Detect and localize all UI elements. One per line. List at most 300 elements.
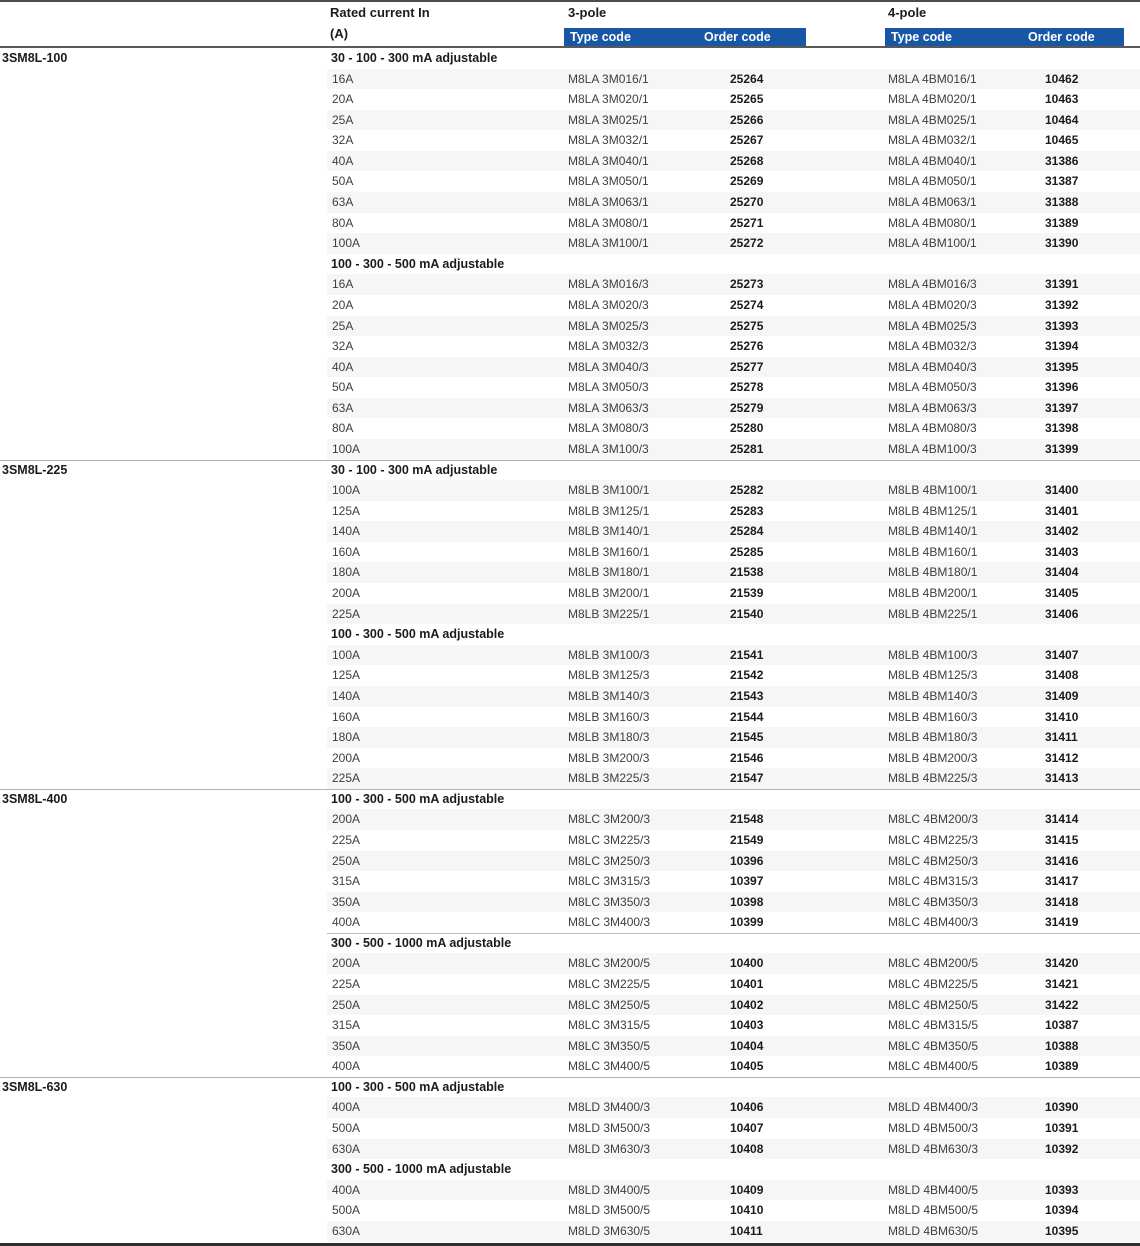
order-code-4pole-cell: 31413 — [1045, 771, 1079, 786]
table-row — [0, 1180, 1140, 1201]
rated-current-cell: 20A — [332, 92, 354, 107]
group-label: 3SM8L-100 — [2, 51, 68, 65]
type-code-3pole-cell: M8LD 3M630/5 — [568, 1223, 651, 1238]
type-code-3pole-cell: M8LC 3M350/5 — [568, 1038, 651, 1053]
table-row — [0, 604, 1140, 625]
type-code-4pole-cell: M8LB 4BM140/1 — [888, 524, 978, 539]
type-code-4pole-cell: M8LC 4BM400/3 — [888, 915, 979, 930]
rated-current-cell: 225A — [332, 771, 361, 786]
rated-current-cell: 500A — [332, 1121, 361, 1136]
type-code-3pole-cell: M8LA 3M100/1 — [568, 236, 649, 251]
order-code-3pole-cell: 25272 — [730, 236, 764, 251]
rated-current-cell: 50A — [332, 380, 354, 395]
table-row — [0, 583, 1140, 604]
order-code-3pole-cell: 25283 — [730, 503, 764, 518]
order-code-4pole-cell: 31396 — [1045, 380, 1079, 395]
order-code-4pole-cell: 10387 — [1045, 1018, 1079, 1033]
section-header-row — [0, 460, 1140, 481]
table-row — [0, 418, 1140, 439]
table-row — [0, 171, 1140, 192]
rated-current-cell: 400A — [332, 1182, 361, 1197]
order-code-4pole-cell: 31410 — [1045, 709, 1079, 724]
type-code-3pole-cell: M8LD 3M500/3 — [568, 1121, 651, 1136]
rated-current-cell: 20A — [332, 297, 354, 312]
rated-current-cell: 200A — [332, 812, 361, 827]
rated-current-cell: 315A — [332, 874, 361, 889]
rated-current-cell: 63A — [332, 400, 354, 415]
order-code-4pole-cell: 31388 — [1045, 195, 1079, 210]
type-code-3pole-cell: M8LB 3M140/3 — [568, 688, 650, 703]
order-code-3pole-cell: 10401 — [730, 977, 764, 992]
rated-current-cell: 125A — [332, 503, 361, 518]
type-code-3pole-cell: M8LC 3M250/5 — [568, 997, 651, 1012]
type-code-4pole-cell: M8LD 4BM630/3 — [888, 1141, 979, 1156]
rated-current-cell: 32A — [332, 339, 354, 354]
rated-current-cell: 100A — [332, 647, 361, 662]
group-divider — [0, 460, 1140, 461]
table-row — [0, 768, 1140, 789]
type-code-3pole-cell: M8LD 3M400/3 — [568, 1100, 651, 1115]
table-row — [0, 480, 1140, 501]
rated-current-cell: 140A — [332, 688, 361, 703]
type-code-3pole-cell: M8LC 3M250/3 — [568, 853, 651, 868]
table-row — [0, 1097, 1140, 1118]
order-code-3pole-cell: 21543 — [730, 688, 764, 703]
section-title: 100 - 300 - 500 mA adjustable — [331, 1079, 505, 1094]
table-row — [0, 357, 1140, 378]
rated-current-cell: 200A — [332, 750, 361, 765]
table-row — [0, 336, 1140, 357]
rated-current-cell: 630A — [332, 1141, 361, 1156]
type-code-3pole-cell: M8LA 3M063/3 — [568, 400, 649, 415]
order-code-4pole-cell: 31412 — [1045, 750, 1079, 765]
rated-current-cell: 16A — [332, 71, 354, 86]
type-code-4pole-cell: M8LA 4BM050/3 — [888, 380, 977, 395]
order-code-3pole-cell: 21549 — [730, 832, 764, 847]
order-code-4pole-cell: 31398 — [1045, 421, 1079, 436]
type-code-3pole-cell: M8LC 3M350/3 — [568, 894, 651, 909]
order-code-4pole-cell: 31391 — [1045, 277, 1079, 292]
order-code-4pole-cell: 31390 — [1045, 236, 1079, 251]
rated-current-cell: 160A — [332, 544, 361, 559]
order-code-3pole-cell: 25274 — [730, 297, 764, 312]
type-code-3pole-cell: M8LB 3M160/1 — [568, 544, 650, 559]
table-row — [0, 912, 1140, 933]
order-code-4pole-cell: 31416 — [1045, 853, 1079, 868]
type-code-4pole-cell: M8LA 4BM100/3 — [888, 441, 977, 456]
table-row — [0, 953, 1140, 974]
order-code-3pole-cell: 10411 — [730, 1223, 763, 1238]
order-code-3pole-cell: 25280 — [730, 421, 764, 436]
table-row — [0, 645, 1140, 666]
type-code-3pole-cell: M8LA 3M080/1 — [568, 215, 649, 230]
order-code-3pole-cell: 10407 — [730, 1121, 764, 1136]
order-code-header-3pole: Order code — [704, 30, 771, 44]
order-code-3pole-cell: 21544 — [730, 709, 764, 724]
table-row — [0, 110, 1140, 131]
type-code-3pole-cell: M8LA 3M025/3 — [568, 318, 649, 333]
rated-current-cell: 500A — [332, 1203, 361, 1218]
section-header-row — [0, 624, 1140, 645]
type-code-header-3pole: Type code — [570, 30, 631, 44]
order-code-4pole-cell: 10390 — [1045, 1100, 1079, 1115]
order-code-3pole-cell: 10409 — [730, 1182, 764, 1197]
type-code-3pole-cell: M8LC 3M225/3 — [568, 832, 651, 847]
type-code-3pole-cell: M8LA 3M050/3 — [568, 380, 649, 395]
table-row — [0, 130, 1140, 151]
type-code-3pole-cell: M8LC 3M400/5 — [568, 1059, 651, 1074]
section-header-row — [0, 1077, 1140, 1098]
order-code-4pole-cell: 10465 — [1045, 133, 1079, 148]
order-code-4pole-cell: 31392 — [1045, 297, 1079, 312]
type-code-3pole-cell: M8LC 3M315/3 — [568, 874, 651, 889]
type-code-3pole-cell: M8LD 3M500/5 — [568, 1203, 651, 1218]
table-row — [0, 69, 1140, 90]
type-code-3pole-cell: M8LB 3M200/3 — [568, 750, 650, 765]
table-row — [0, 89, 1140, 110]
order-code-3pole-cell: 25273 — [730, 277, 764, 292]
order-code-3pole-cell: 25267 — [730, 133, 764, 148]
section-header-row — [0, 789, 1140, 810]
order-code-4pole-cell: 31422 — [1045, 997, 1079, 1012]
type-code-header-4pole: Type code — [891, 30, 952, 44]
order-code-4pole-cell: 31408 — [1045, 668, 1079, 683]
type-code-4pole-cell: M8LD 4BM500/5 — [888, 1203, 979, 1218]
type-code-4pole-cell: M8LB 4BM180/3 — [888, 730, 978, 745]
rated-current-cell: 350A — [332, 894, 361, 909]
type-code-4pole-cell: M8LB 4BM140/3 — [888, 688, 978, 703]
order-code-4pole-cell: 31409 — [1045, 688, 1079, 703]
table-row — [0, 521, 1140, 542]
order-code-4pole-cell: 10392 — [1045, 1141, 1079, 1156]
type-code-4pole-cell: M8LB 4BM125/3 — [888, 668, 978, 683]
order-code-3pole-cell: 10399 — [730, 915, 764, 930]
order-code-3pole-cell: 25271 — [730, 215, 764, 230]
type-code-3pole-cell: M8LC 3M200/5 — [568, 956, 651, 971]
header-bar-3pole — [564, 28, 806, 46]
type-code-4pole-cell: M8LA 4BM063/1 — [888, 195, 977, 210]
rated-current-cell: 16A — [332, 277, 354, 292]
section-title: 30 - 100 - 300 mA adjustable — [331, 51, 498, 65]
order-code-4pole-cell: 10393 — [1045, 1182, 1079, 1197]
type-code-4pole-cell: M8LA 4BM032/1 — [888, 133, 977, 148]
order-code-4pole-cell: 10394 — [1045, 1203, 1079, 1218]
order-code-4pole-cell: 31405 — [1045, 586, 1079, 601]
type-code-3pole-cell: M8LA 3M040/3 — [568, 359, 649, 374]
type-code-3pole-cell: M8LA 3M016/1 — [568, 71, 649, 86]
rated-current-cell: 32A — [332, 133, 354, 148]
rated-current-cell: 50A — [332, 174, 354, 189]
type-code-3pole-cell: M8LB 3M180/3 — [568, 730, 650, 745]
type-code-4pole-cell: M8LA 4BM080/1 — [888, 215, 977, 230]
table-row — [0, 974, 1140, 995]
type-code-4pole-cell: M8LA 4BM063/3 — [888, 400, 977, 415]
order-code-3pole-cell: 25278 — [730, 380, 764, 395]
table-body — [0, 48, 1140, 1242]
rated-current-cell: 40A — [332, 359, 354, 374]
rated-current-cell: 25A — [332, 318, 354, 333]
order-code-3pole-cell: 21541 — [730, 647, 764, 662]
order-code-4pole-cell: 31418 — [1045, 894, 1079, 909]
type-code-4pole-cell: M8LB 4BM100/1 — [888, 483, 978, 498]
type-code-3pole-cell: M8LB 3M225/3 — [568, 771, 650, 786]
type-code-3pole-cell: M8LA 3M032/1 — [568, 133, 649, 148]
type-code-3pole-cell: M8LB 3M225/1 — [568, 606, 650, 621]
type-code-4pole-cell: M8LC 4BM315/3 — [888, 874, 979, 889]
type-code-4pole-cell: M8LC 4BM350/5 — [888, 1038, 979, 1053]
order-code-4pole-cell: 31389 — [1045, 215, 1079, 230]
order-code-3pole-cell: 25282 — [730, 483, 764, 498]
type-code-4pole-cell: M8LD 4BM400/3 — [888, 1100, 979, 1115]
order-code-3pole-cell: 21542 — [730, 668, 764, 683]
order-code-3pole-cell: 10404 — [730, 1038, 764, 1053]
order-code-3pole-cell: 10398 — [730, 894, 764, 909]
type-code-4pole-cell: M8LB 4BM225/3 — [888, 771, 978, 786]
column-header-rated-current: Rated current In — [330, 5, 430, 20]
rated-current-cell: 225A — [332, 977, 361, 992]
type-code-3pole-cell: M8LA 3M025/1 — [568, 112, 649, 127]
type-code-3pole-cell: M8LA 3M016/3 — [568, 277, 649, 292]
table-row — [0, 501, 1140, 522]
table-row — [0, 562, 1140, 583]
type-code-4pole-cell: M8LB 4BM180/1 — [888, 565, 978, 580]
rated-current-cell: 400A — [332, 1100, 361, 1115]
type-code-4pole-cell: M8LA 4BM016/3 — [888, 277, 977, 292]
table-row — [0, 871, 1140, 892]
order-code-3pole-cell: 25269 — [730, 174, 764, 189]
order-code-4pole-cell: 10388 — [1045, 1038, 1079, 1053]
type-code-4pole-cell: M8LB 4BM160/3 — [888, 709, 978, 724]
order-code-4pole-cell: 31407 — [1045, 647, 1079, 662]
section-header-row — [0, 254, 1140, 275]
rated-current-cell: 100A — [332, 483, 361, 498]
table-row — [0, 233, 1140, 254]
table-row — [0, 1200, 1140, 1221]
order-code-3pole-cell: 10405 — [730, 1059, 764, 1074]
type-code-4pole-cell: M8LA 4BM100/1 — [888, 236, 977, 251]
rated-current-cell: 400A — [332, 915, 361, 930]
order-code-4pole-cell: 10464 — [1045, 112, 1079, 127]
order-code-4pole-cell: 31399 — [1045, 441, 1079, 456]
rated-current-cell: 225A — [332, 832, 361, 847]
rated-current-cell: 630A — [332, 1223, 361, 1238]
order-code-3pole-cell: 21547 — [730, 771, 764, 786]
order-code-3pole-cell: 25264 — [730, 71, 764, 86]
top-rule — [0, 0, 1140, 2]
table-row — [0, 665, 1140, 686]
type-code-4pole-cell: M8LA 4BM040/1 — [888, 153, 977, 168]
type-code-4pole-cell: M8LB 4BM125/1 — [888, 503, 978, 518]
type-code-3pole-cell: M8LD 3M630/3 — [568, 1141, 651, 1156]
table-row — [0, 686, 1140, 707]
section-title: 300 - 500 - 1000 mA adjustable — [331, 1162, 512, 1177]
type-code-3pole-cell: M8LC 3M225/5 — [568, 977, 651, 992]
order-code-4pole-cell: 10462 — [1045, 71, 1079, 86]
table-row — [0, 398, 1140, 419]
type-code-3pole-cell: M8LA 3M020/1 — [568, 92, 649, 107]
order-code-3pole-cell: 10400 — [730, 956, 764, 971]
rated-current-cell: 180A — [332, 730, 361, 745]
group-label: 3SM8L-400 — [2, 791, 68, 806]
order-code-3pole-cell: 10410 — [730, 1203, 764, 1218]
type-code-3pole-cell: M8LD 3M400/5 — [568, 1182, 651, 1197]
order-code-3pole-cell: 25285 — [730, 544, 764, 559]
table-row — [0, 151, 1140, 172]
type-code-4pole-cell: M8LC 4BM250/5 — [888, 997, 979, 1012]
order-code-4pole-cell: 31406 — [1045, 606, 1079, 621]
order-code-4pole-cell: 31401 — [1045, 503, 1079, 518]
type-code-4pole-cell: M8LC 4BM200/3 — [888, 812, 979, 827]
order-code-3pole-cell: 21548 — [730, 812, 764, 827]
rated-current-cell: 160A — [332, 709, 361, 724]
type-code-4pole-cell: M8LA 4BM025/3 — [888, 318, 977, 333]
column-group-header-4pole: 4-pole — [888, 5, 927, 20]
order-code-4pole-cell: 31394 — [1045, 339, 1079, 354]
rated-current-cell: 250A — [332, 997, 361, 1012]
order-code-4pole-cell: 31420 — [1045, 956, 1079, 971]
type-code-4pole-cell: M8LA 4BM020/3 — [888, 297, 977, 312]
type-code-3pole-cell: M8LA 3M063/1 — [568, 195, 649, 210]
rated-current-cell: 350A — [332, 1038, 361, 1053]
order-code-4pole-cell: 31387 — [1045, 174, 1079, 189]
rated-current-cell: 180A — [332, 565, 361, 580]
rated-current-cell: 225A — [332, 606, 361, 621]
order-code-3pole-cell: 25266 — [730, 112, 764, 127]
order-code-4pole-cell: 31403 — [1045, 544, 1079, 559]
table-row — [0, 1056, 1140, 1077]
section-title: 100 - 300 - 500 mA adjustable — [331, 791, 505, 806]
table-row — [0, 1015, 1140, 1036]
type-code-4pole-cell: M8LA 4BM032/3 — [888, 339, 977, 354]
table-row — [0, 830, 1140, 851]
type-code-4pole-cell: M8LA 4BM050/1 — [888, 174, 977, 189]
order-code-3pole-cell: 21539 — [730, 586, 764, 601]
type-code-4pole-cell: M8LD 4BM630/5 — [888, 1223, 979, 1238]
rated-current-cell: 200A — [332, 956, 361, 971]
section-header-row — [0, 1159, 1140, 1180]
type-code-3pole-cell: M8LA 3M040/1 — [568, 153, 649, 168]
order-code-3pole-cell: 25281 — [730, 441, 764, 456]
order-code-4pole-cell: 31411 — [1045, 730, 1078, 745]
order-code-3pole-cell: 10397 — [730, 874, 764, 889]
table-row — [0, 542, 1140, 563]
order-code-4pole-cell: 31414 — [1045, 812, 1079, 827]
order-code-3pole-cell: 25276 — [730, 339, 764, 354]
table-row — [0, 1118, 1140, 1139]
order-code-3pole-cell: 10396 — [730, 853, 764, 868]
order-code-4pole-cell: 31404 — [1045, 565, 1079, 580]
order-code-3pole-cell: 25268 — [730, 153, 764, 168]
type-code-4pole-cell: M8LC 4BM315/5 — [888, 1018, 979, 1033]
table-row — [0, 748, 1140, 769]
type-code-3pole-cell: M8LB 3M160/3 — [568, 709, 650, 724]
order-code-4pole-cell: 31419 — [1045, 915, 1079, 930]
type-code-4pole-cell: M8LB 4BM160/1 — [888, 544, 978, 559]
type-code-3pole-cell: M8LB 3M180/1 — [568, 565, 650, 580]
rated-current-cell: 140A — [332, 524, 361, 539]
type-code-4pole-cell: M8LB 4BM225/1 — [888, 606, 978, 621]
order-code-3pole-cell: 25277 — [730, 359, 764, 374]
type-code-4pole-cell: M8LA 4BM016/1 — [888, 71, 977, 86]
order-code-3pole-cell: 25284 — [730, 524, 764, 539]
table-row — [0, 439, 1140, 460]
order-code-4pole-cell: 31393 — [1045, 318, 1079, 333]
order-code-3pole-cell: 25279 — [730, 400, 764, 415]
order-code-3pole-cell: 25270 — [730, 195, 764, 210]
order-code-4pole-cell: 31402 — [1045, 524, 1079, 539]
section-title: 300 - 500 - 1000 mA adjustable — [331, 935, 512, 950]
section-header-row — [0, 48, 1140, 69]
table-row — [0, 851, 1140, 872]
rated-current-cell: 63A — [332, 195, 354, 210]
order-code-4pole-cell: 31421 — [1045, 977, 1079, 992]
type-code-3pole-cell: M8LA 3M020/3 — [568, 297, 649, 312]
order-code-3pole-cell: 21546 — [730, 750, 764, 765]
group-label: 3SM8L-225 — [2, 462, 68, 477]
type-code-4pole-cell: M8LD 4BM500/3 — [888, 1121, 979, 1136]
rated-current-cell: 40A — [332, 153, 354, 168]
column-header-rated-current-unit: (A) — [330, 26, 349, 41]
type-code-4pole-cell: M8LA 4BM040/3 — [888, 359, 977, 374]
section-header-row — [0, 933, 1140, 954]
table-row — [0, 377, 1140, 398]
rated-current-cell: 80A — [332, 421, 354, 436]
section-title: 30 - 100 - 300 mA adjustable — [331, 462, 498, 477]
rated-current-cell: 100A — [332, 236, 361, 251]
table-row — [0, 809, 1140, 830]
order-code-3pole-cell: 21538 — [730, 565, 764, 580]
order-code-4pole-cell: 31417 — [1045, 874, 1079, 889]
type-code-4pole-cell: M8LC 4BM200/5 — [888, 956, 979, 971]
table-row — [0, 192, 1140, 213]
table-row — [0, 707, 1140, 728]
order-code-4pole-cell: 10391 — [1045, 1121, 1079, 1136]
order-code-4pole-cell: 10463 — [1045, 92, 1079, 107]
type-code-3pole-cell: M8LC 3M315/5 — [568, 1018, 651, 1033]
table-row — [0, 1036, 1140, 1057]
rated-current-cell: 400A — [332, 1059, 361, 1074]
type-code-3pole-cell: M8LA 3M080/3 — [568, 421, 649, 436]
table-row — [0, 316, 1140, 337]
order-code-3pole-cell: 10406 — [730, 1100, 764, 1115]
group-divider — [0, 789, 1140, 790]
type-code-3pole-cell: M8LB 3M140/1 — [568, 524, 650, 539]
type-code-4pole-cell: M8LC 4BM225/3 — [888, 832, 979, 847]
table-row — [0, 1221, 1140, 1242]
order-code-3pole-cell: 25265 — [730, 92, 764, 107]
order-code-4pole-cell: 10389 — [1045, 1059, 1079, 1074]
rated-current-cell: 25A — [332, 112, 354, 127]
type-code-3pole-cell: M8LB 3M125/1 — [568, 503, 650, 518]
order-code-4pole-cell: 31386 — [1045, 153, 1079, 168]
order-code-4pole-cell: 31397 — [1045, 400, 1079, 415]
rated-current-cell: 200A — [332, 586, 361, 601]
table-row — [0, 274, 1140, 295]
order-code-3pole-cell: 21545 — [730, 730, 764, 745]
column-group-header-3pole: 3-pole — [568, 5, 607, 20]
type-code-4pole-cell: M8LA 4BM020/1 — [888, 92, 977, 107]
type-code-3pole-cell: M8LB 3M125/3 — [568, 668, 650, 683]
section-title: 100 - 300 - 500 mA adjustable — [331, 627, 505, 642]
table-row — [0, 995, 1140, 1016]
type-code-4pole-cell: M8LC 4BM350/3 — [888, 894, 979, 909]
rated-current-cell: 80A — [332, 215, 354, 230]
rated-current-cell: 315A — [332, 1018, 361, 1033]
type-code-3pole-cell: M8LB 3M100/1 — [568, 483, 650, 498]
type-code-4pole-cell: M8LA 4BM025/1 — [888, 112, 977, 127]
type-code-4pole-cell: M8LB 4BM100/3 — [888, 647, 978, 662]
type-code-4pole-cell: M8LD 4BM400/5 — [888, 1182, 979, 1197]
